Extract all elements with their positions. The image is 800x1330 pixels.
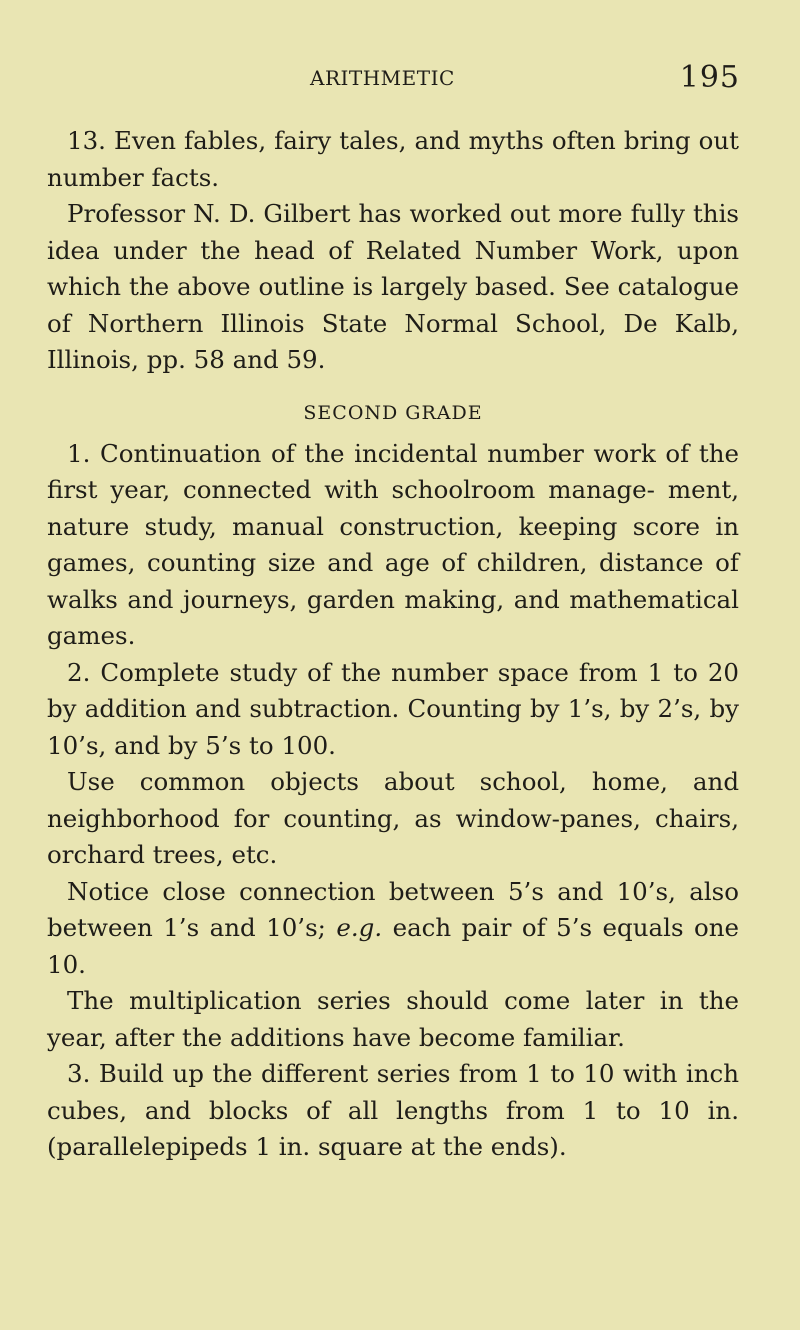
running-head: ARITHMETIC [310,66,455,90]
paragraph-use-common-objects: Use common objects about school, home, and neighborhood for counting, as window-panes, chairs, orchard trees, etc. [47,767,739,869]
notice-text-a: Notice close connection between 5’s and 10’s, also between 1’s and 10’s; [47,876,739,942]
paragraph-1: 1. Continuation of the incidental number work of the first year, connected with schoolroom manage- ment, nature study, manual construction, keeping score in games, counting size and age of children, distance of walks and journeys, garden making, and mathematical games. [47,438,739,650]
paragraph-3: 3. Build up the different series from 1 to 10 with inch cubes, and blocks of all lengths from 1 to 10 in. (parallelepipeds 1 in. square at the ends). [47,1059,739,1161]
paragraph-gilbert: Professor N. D. Gilbert has worked out more fully this idea under the head of Related Number Work, upon which the above outline is largely based. See catalogue of Northern Illinois State Normal School, De Kalb, Illinois, pp. 58 and 59. [47,199,739,374]
page-header [0,60,800,100]
section-heading-second-grade: SECOND GRADE [303,401,483,424]
page-body [47,123,739,1166]
paragraph-2: 2. Complete study of the number space from 1 to 20 by addition and subtraction. Counting by 1’s, by 2’s, by 10’s, and by 5’s to 100. [47,657,739,760]
paragraph-multiplication: The multiplication series should come later in the year, after the additions have become familiar. [47,986,739,1052]
paragraph-13: 13. Even fables, fairy tales, and myths often bring out number facts. [47,126,739,192]
page-number: 195 [679,60,740,95]
paragraph-notice [47,874,739,984]
notice-text-b: each pair of 5’s equals one 10. [47,913,739,979]
notice-eg: e.g. [336,913,383,942]
